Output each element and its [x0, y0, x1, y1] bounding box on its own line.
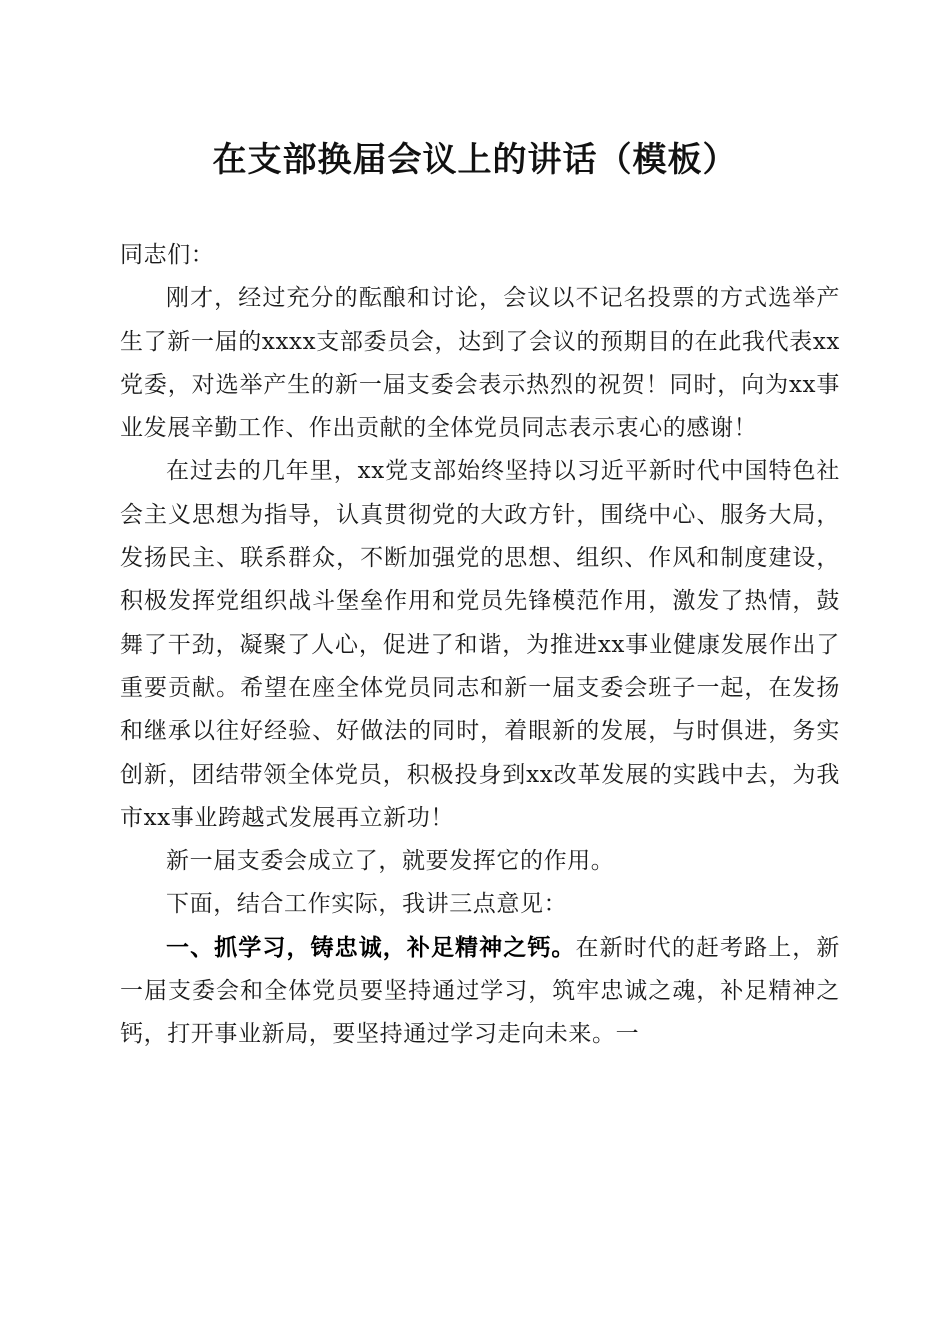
- paragraph-review: 在过去的几年里，xx党支部始终坚持以习近平新时代中国特色社会主义思想为指导，认真贯彻党的大政方针，围绕中心、服务大局，发扬民主、联系群众，不断加强党的思想、组织、作风和制度建设，积极发挥党组织战斗堡垒作用和党员先锋模范作用，激发了热情，鼓舞了干劲，凝聚了人心，促进了和谐，为推进xx事业健康发展作出了重要贡献。希望在座全体党员同志和新一届支委会班子一起，在发扬和继承以往好经验、好做法的同时，着眼新的发展，与时俱进，务实创新，团结带领全体党员，积极投身到xx改革发展的实践中去，为我市xx事业跨越式发展再立新功！: [120, 458, 840, 831]
- point-one-heading: 一、抓学习，铸忠诚，补足精神之钙。: [166, 934, 576, 961]
- document-title: 在支部换届会议上的讲话（模板）: [212, 140, 738, 180]
- point-one-text: 在新时代的赶考路上，新一届支委会和全体党员要坚持通过学习，筑牢忠诚之魂，补足精神之钙，打开事业新局，要坚持通过学习走向未来。一: [120, 934, 840, 1048]
- paragraph-intro-points: 下面，结合工作实际，我讲三点意见：: [166, 891, 568, 918]
- paragraph-opening: 刚才，经过充分的酝酿和讨论，会议以不记名投票的方式选举产生了新一届的xxxx支部委员会，达到了会议的预期目的在此我代表xx党委，对选举产生的新一届支委会表示热烈的祝贺！同时，向为xx事业发展辛勤工作、作出贡献的全体党员同志表示衷心的感谢！: [120, 285, 840, 442]
- paragraph-new-committee: 新一届支委会成立了，就要发挥它的作用。: [166, 848, 615, 875]
- document-body: [120, 234, 840, 1057]
- salutation: 同志们：: [120, 242, 215, 268]
- paragraph-point-one: [120, 927, 840, 1057]
